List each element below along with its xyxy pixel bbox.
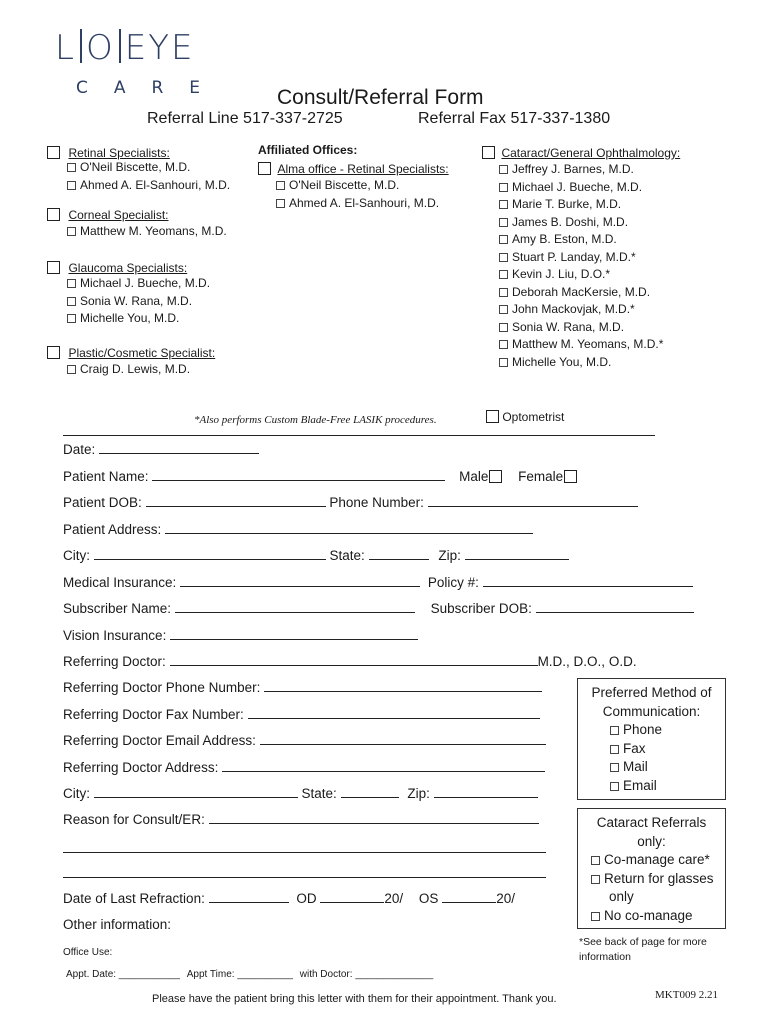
checkbox-icon[interactable] (591, 912, 600, 921)
referring-doctor-field[interactable] (170, 664, 538, 666)
ref-phone-label: Referring Doctor Phone Number: (63, 680, 261, 695)
dob-field[interactable] (146, 505, 326, 507)
glaucoma-list (67, 275, 210, 328)
corneal-checkbox[interactable] (47, 208, 60, 221)
checkbox-icon[interactable] (499, 235, 508, 244)
subscriber-name-field[interactable] (175, 611, 415, 613)
list-item[interactable]: Kevin J. Liu, D.O.* (499, 266, 663, 284)
female-checkbox[interactable] (564, 470, 577, 483)
checkbox-icon[interactable] (610, 763, 619, 772)
ref-address-field[interactable] (222, 770, 545, 772)
os-field[interactable] (442, 901, 496, 903)
zip-field[interactable] (465, 558, 569, 560)
dob-label: Patient DOB: (63, 495, 142, 510)
last-refraction-label: Date of Last Refraction: (63, 891, 205, 906)
co-manage-option[interactable]: Co-manage care* (578, 851, 725, 870)
subscriber-row (63, 601, 694, 616)
checkbox-icon[interactable] (499, 288, 508, 297)
cataract-box-title-2: only: (637, 833, 666, 849)
list-item[interactable]: Jeffrey J. Barnes, M.D. (499, 161, 663, 179)
logo-letter-o: O (85, 28, 115, 68)
list-item[interactable]: Michelle You, M.D. (499, 354, 663, 372)
ref-email-row (63, 733, 546, 748)
checkbox-icon[interactable] (276, 181, 285, 190)
vision-row (63, 628, 418, 643)
optometrist-section (486, 410, 564, 424)
checkbox-icon[interactable] (67, 279, 76, 288)
return-glasses-option[interactable]: Return for glasses (578, 870, 725, 889)
phone-label: Phone Number: (329, 495, 424, 510)
checkbox-icon[interactable] (499, 305, 508, 314)
checkbox-icon[interactable] (499, 358, 508, 367)
checkbox-icon[interactable] (610, 745, 619, 754)
ref-fax-label: Referring Doctor Fax Number: (63, 707, 244, 722)
checkbox-icon[interactable] (499, 183, 508, 192)
ref-zip-field[interactable] (434, 796, 538, 798)
affiliated-title: Affiliated Offices: (258, 143, 358, 157)
return-glasses-continuation: only (609, 889, 634, 904)
list-item[interactable]: Michelle You, M.D. (67, 310, 210, 328)
checkbox-icon[interactable] (499, 270, 508, 279)
patient-name-row (63, 469, 577, 484)
ref-address-row (63, 760, 545, 775)
referral-line: Referral Line 517-337-2725 (147, 110, 343, 127)
od-field[interactable] (320, 901, 384, 903)
logo-divider (119, 29, 121, 63)
date-row (63, 442, 259, 457)
dob-row (63, 495, 638, 510)
logo-letter-l: L (55, 28, 76, 68)
checkbox-icon[interactable] (591, 856, 600, 865)
plastic-header: Plastic/Cosmetic Specialist: (68, 346, 216, 360)
cataract-box-title: Cataract Referrals (596, 815, 707, 830)
appt-time[interactable]: Appt Time: __________ (186, 969, 293, 980)
alma-list (276, 177, 439, 212)
ref-address-label: Referring Doctor Address: (63, 760, 219, 775)
list-item[interactable]: O'Neil Biscette, M.D. (276, 177, 439, 195)
list-item[interactable]: Ahmed A. El-Sanhouri, M.D. (67, 177, 230, 195)
checkbox-icon[interactable] (67, 181, 76, 190)
retinal-list (67, 159, 230, 194)
list-item[interactable]: Craig D. Lewis, M.D. (67, 361, 190, 379)
list-item[interactable]: Michael J. Bueche, M.D. (499, 179, 663, 197)
address-label: Patient Address: (63, 522, 162, 537)
plastic-list (67, 361, 190, 379)
list-item[interactable]: Sonia W. Rana, M.D. (67, 293, 210, 311)
checkbox-icon[interactable] (67, 297, 76, 306)
patient-name-label: Patient Name: (63, 469, 149, 484)
ref-fax-row (63, 707, 540, 722)
affiliated-section (258, 160, 449, 178)
retinal-header: Retinal Specialists: (68, 146, 170, 160)
reason-row (63, 812, 539, 827)
phone-field[interactable] (428, 505, 638, 507)
referral-fax: Referral Fax 517-337-1380 (418, 110, 611, 127)
logo-divider (80, 29, 82, 63)
corneal-list (67, 223, 227, 241)
checkbox-icon[interactable] (499, 165, 508, 174)
office-use-label: Office Use: (63, 947, 113, 958)
appt-date[interactable]: Appt. Date: ___________ (66, 969, 180, 980)
vision-insurance-field[interactable] (170, 638, 418, 640)
ref-city-field[interactable] (94, 796, 298, 798)
reason-line-3[interactable] (63, 877, 546, 878)
communication-title: Preferred Method of (591, 685, 712, 700)
od-label: OD (296, 891, 317, 906)
subscriber-dob-label: Subscriber DOB: (430, 601, 532, 616)
comm-option-email[interactable]: Email (578, 777, 725, 796)
no-co-manage-option[interactable]: No co-manage (578, 907, 725, 926)
plastic-checkbox[interactable] (47, 346, 60, 359)
checkbox-icon[interactable] (499, 323, 508, 332)
optometrist-checkbox[interactable] (486, 410, 499, 423)
male-label: Male (459, 469, 489, 484)
checkbox-icon[interactable] (67, 227, 76, 236)
ref-city-label: City: (63, 786, 90, 801)
comm-option-mail[interactable]: Mail (578, 758, 725, 777)
reason-line-2[interactable] (63, 852, 546, 853)
checkbox-icon[interactable] (499, 200, 508, 209)
checkbox-icon[interactable] (499, 253, 508, 262)
ref-phone-field[interactable] (264, 690, 542, 692)
logo-care: CARE (76, 78, 227, 98)
checkbox-icon[interactable] (610, 782, 619, 791)
address-row (63, 522, 533, 537)
with-doctor[interactable]: with Doctor: ______________ (299, 969, 434, 980)
list-item[interactable]: Michael J. Bueche, M.D. (67, 275, 210, 293)
cataract-list (499, 161, 663, 371)
checkbox-icon[interactable] (276, 199, 285, 208)
communication-box (577, 678, 726, 800)
referring-doctor-row (63, 654, 637, 669)
cataract-header: Cataract/General Ophthalmology: (501, 146, 681, 160)
insurance-row (63, 575, 693, 590)
comm-option-fax[interactable]: Fax (578, 740, 725, 759)
patient-name-field[interactable] (152, 479, 445, 481)
form-title: Consult/Referral Form (277, 86, 484, 109)
list-item[interactable]: Stuart P. Landay, M.D.* (499, 249, 663, 267)
glaucoma-header: Glaucoma Specialists: (68, 261, 188, 275)
checkbox-icon[interactable] (591, 875, 600, 884)
policy-label: Policy #: (427, 575, 479, 590)
ref-city-row (63, 786, 538, 801)
ref-fax-field[interactable] (248, 717, 540, 719)
divider (63, 435, 655, 436)
list-item[interactable]: Amy B. Eston, M.D. (499, 231, 663, 249)
zip-label: Zip: (438, 548, 461, 563)
referring-doctor-label: Referring Doctor: (63, 654, 166, 669)
list-item[interactable]: John Mackovjak, M.D.* (499, 301, 663, 319)
ref-zip-label: Zip: (407, 786, 430, 801)
appointment-row (66, 969, 433, 980)
checkbox-icon[interactable] (499, 218, 508, 227)
see-back-note: *See back of page for more information (579, 936, 707, 963)
retinal-checkbox[interactable] (47, 146, 60, 159)
cataract-referral-box (577, 808, 726, 929)
doctor-suffix: M.D., D.O., O.D. (537, 654, 637, 669)
state-field[interactable] (369, 558, 429, 560)
os-fraction: 20/ (496, 891, 515, 906)
list-item[interactable]: Sonia W. Rana, M.D. (499, 319, 663, 337)
communication-title-2: Communication: (602, 703, 701, 719)
date-field[interactable] (99, 452, 259, 454)
checkbox-icon[interactable] (610, 726, 619, 735)
refraction-row (63, 891, 515, 906)
ref-email-label: Referring Doctor Email Address: (63, 733, 256, 748)
reason-field[interactable] (209, 822, 539, 824)
cataract-section (482, 144, 680, 162)
city-row (63, 548, 569, 563)
list-item[interactable]: O'Neil Biscette, M.D. (67, 159, 230, 177)
form-code: MKT009 2.21 (655, 989, 718, 1001)
checkbox-icon[interactable] (67, 365, 76, 374)
subscriber-name-label: Subscriber Name: (63, 601, 172, 616)
male-checkbox[interactable] (489, 470, 502, 483)
ref-phone-row (63, 680, 542, 695)
logo (55, 28, 194, 68)
comm-option-phone[interactable]: Phone (578, 721, 725, 740)
optometrist-label: Optometrist (502, 410, 565, 424)
corneal-section (47, 206, 169, 224)
lasik-note: *Also performs Custom Blade-Free LASIK procedures. (194, 414, 437, 426)
policy-field[interactable] (483, 585, 693, 587)
address-field[interactable] (165, 532, 533, 534)
list-item[interactable]: Marie T. Burke, M.D. (499, 196, 663, 214)
list-item[interactable]: Matthew M. Yeomans, M.D.* (499, 336, 663, 354)
plastic-section (47, 344, 215, 362)
other-info-label: Other information: (63, 917, 172, 932)
state-label: State: (329, 548, 365, 563)
list-item[interactable]: James B. Doshi, M.D. (499, 214, 663, 232)
os-label: OS (418, 891, 439, 906)
ref-state-label: State: (301, 786, 337, 801)
ref-email-field[interactable] (260, 743, 546, 745)
date-label: Date: (63, 442, 96, 457)
alma-header: Alma office - Retinal Specialists: (277, 162, 449, 176)
vision-insurance-label: Vision Insurance: (63, 628, 167, 643)
logo-letters-eye: EYE (124, 28, 195, 68)
checkbox-icon[interactable] (499, 340, 508, 349)
city-label: City: (63, 548, 90, 563)
ref-state-field[interactable] (341, 796, 399, 798)
list-item[interactable]: Matthew M. Yeomans, M.D. (67, 223, 227, 241)
reason-label: Reason for Consult/ER: (63, 812, 205, 827)
checkbox-icon[interactable] (67, 314, 76, 323)
city-field[interactable] (94, 558, 326, 560)
alma-checkbox[interactable] (258, 162, 271, 175)
medical-insurance-field[interactable] (180, 585, 420, 587)
medical-insurance-label: Medical Insurance: (63, 575, 177, 590)
glaucoma-checkbox[interactable] (47, 261, 60, 274)
footer-note: Please have the patient bring this letter with them for their appointment. Thank you. (152, 993, 557, 1005)
subscriber-dob-field[interactable] (536, 611, 694, 613)
corneal-header: Corneal Specialist: (68, 208, 169, 222)
checkbox-icon[interactable] (67, 163, 76, 172)
list-item[interactable]: Deborah MacKersie, M.D. (499, 284, 663, 302)
last-refraction-field[interactable] (209, 901, 289, 903)
cataract-checkbox[interactable] (482, 146, 495, 159)
female-label: Female (518, 469, 564, 484)
od-fraction: 20/ (384, 891, 404, 906)
list-item[interactable]: Ahmed A. El-Sanhouri, M.D. (276, 195, 439, 213)
